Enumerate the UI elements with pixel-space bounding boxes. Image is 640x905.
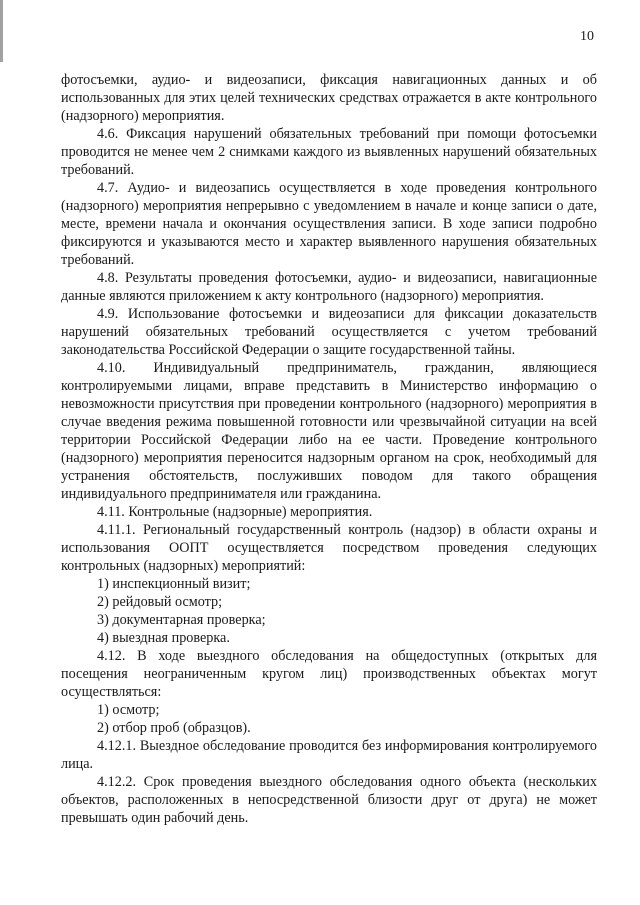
paragraph: 4.7. Аудио- и видеозапись осуществляется в ходе проведения контрольного (надзорного) мероприятия непрерывно с уведомлением в начале и конце записи о дате, месте, времени начала и окончания осуществления записи. В ходе записи подробно фиксируются и указываются место и характер выявленного нарушения обязательных требований. — [61, 180, 597, 268]
paragraph: 4.8. Результаты проведения фотосъемки, аудио- и видеозаписи, навигационные данные являются приложением к акту контрольного (надзорного) мероприятия. — [61, 270, 597, 304]
list-item: 1) инспекционный визит; — [97, 576, 251, 592]
list-item: 3) документарная проверка; — [97, 612, 266, 628]
paragraph: 4.6. Фиксация нарушений обязательных требований при помощи фотосъемки проводится не менее чем 2 снимками каждого из выявленных нарушений обязательных требований. — [61, 126, 597, 178]
paragraph: 4.11. Контрольные (надзорные) мероприятия. — [97, 504, 373, 520]
page-number: 10 — [580, 29, 594, 44]
paragraph: 4.11.1. Региональный государственный контроль (надзор) в области охраны и использования ООПТ осуществляется посредством проведения следующих контрольных (надзорных) мероприятий: — [61, 522, 597, 574]
document-body — [61, 71, 597, 827]
paragraph: 4.9. Использование фотосъемки и видеозаписи для фиксации доказательств нарушений обязательных требований осуществляется с учетом требований законодательства Российской Федерации о защите государственной тайны. — [61, 306, 597, 358]
list-item: 2) рейдовый осмотр; — [97, 594, 223, 610]
list-item: 1) осмотр; — [97, 702, 160, 718]
list-item: 2) отбор проб (образцов). — [97, 720, 251, 736]
paragraph: 4.10. Индивидуальный предприниматель, гражданин, являющиеся контролируемыми лицами, вправе представить в Министерство информацию о невозможности присутствия при проведении контрольного (надзорного) мероприятия в случае введения режима повышенной готовности или чрезвычайной ситуации на всей территории Российской Федерации либо на ее части. Проведение контрольного (надзорного) мероприятия переносится надзорным органом на срок, необходимый для устранения обстоятельств, послуживших поводом для такого обращения индивидуального предпринимателя или гражданина. — [61, 360, 597, 502]
scan-edge-mark — [0, 0, 3, 62]
paragraph: 4.12. В ходе выездного обследования на общедоступных (открытых для посещения неограниченным кругом лиц) производственных объектах могут осуществляться: — [61, 648, 597, 700]
paragraph: 4.12.2. Срок проведения выездного обследования одного объекта (нескольких объектов, расположенных в непосредственной близости друг от друга) не может превышать один рабочий день. — [61, 774, 597, 826]
paragraph: фотосъемки, аудио- и видеозаписи, фиксация навигационных данных и об использованных для этих целей технических средствах отражается в акте контрольного (надзорного) мероприятия. — [61, 72, 597, 124]
paragraph: 4.12.1. Выездное обследование проводится без информирования контролируемого лица. — [61, 738, 597, 772]
list-item: 4) выездная проверка. — [97, 630, 230, 646]
